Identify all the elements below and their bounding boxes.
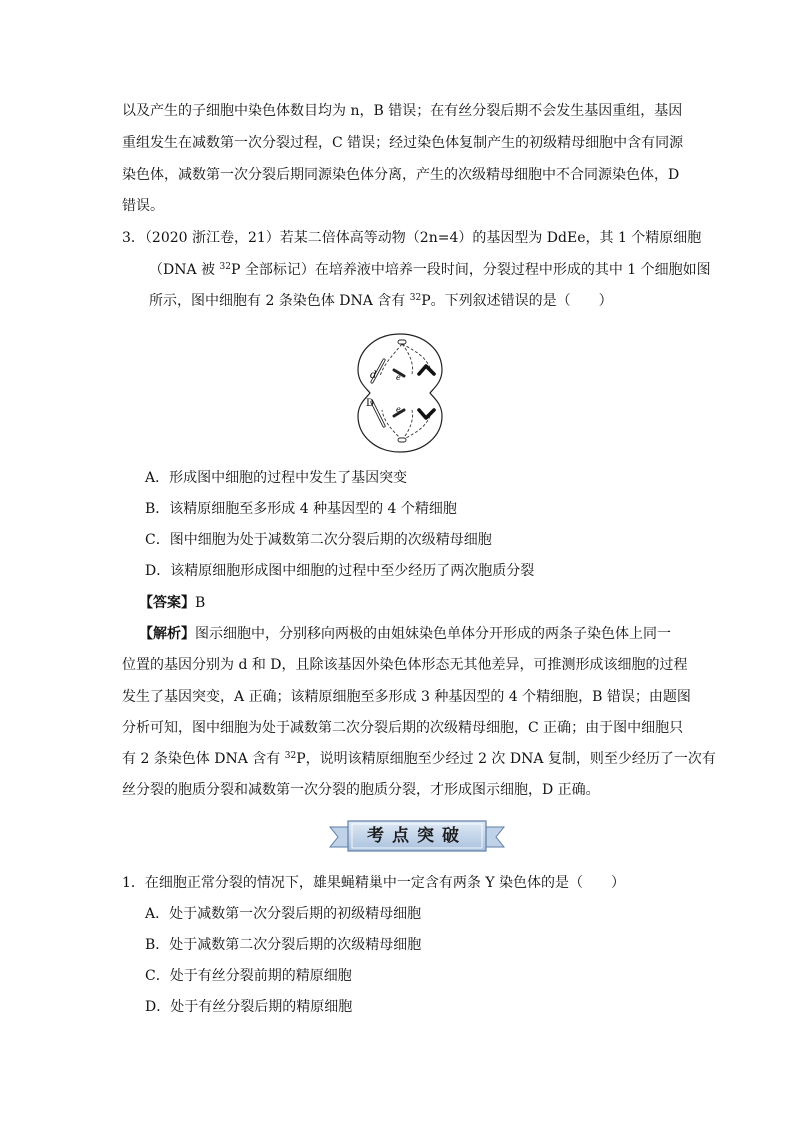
analysis-line: 【解析】图示细胞中，分别移向两极的由姐妹染色单体分开形成的两条子染色体上同一 [139, 626, 671, 642]
analysis-tag: 【解析】 [139, 626, 195, 642]
analysis-line: 分析可知，图中细胞为处于减数第二次分裂后期的次级精母细胞，C 正确；由于图中细胞只 [122, 720, 684, 736]
option-c: C．图中细胞为处于减数第二次分裂后期的次级精母细胞 [145, 532, 492, 548]
analysis-line: 位置的基因分别为 d 和 D，且除该基因外染色体形态无其他差异，可推测形成该细胞的过程 [122, 657, 688, 673]
analysis-line: 有 2 条染色体 DNA 含有 $^{32}$P，说明该精原细胞至少经过 2 次 DNA 复制，则至少经历了一次有 [122, 751, 716, 767]
chromosome-v-upper [419, 366, 434, 374]
question-3-stem: 3．（2020 浙江卷，21）若某二倍体高等动物（2n=4）的基因型为 DdEe，其 1 个精原细胞 [122, 230, 702, 246]
answer-tag: 【答案】 [139, 595, 195, 611]
analysis-line: 错误。 [122, 198, 164, 214]
practice-question-1: 1．在细胞正常分裂的情况下，雄果蝇精巢中一定含有两条 Y 染色体的是（ ） [122, 875, 626, 891]
centriole [398, 438, 406, 442]
option-d: D．处于有丝分裂后期的精原细胞 [145, 999, 353, 1015]
answer-value: B [195, 595, 206, 611]
analysis-line: 以及产生的子细胞中染色体数目均为 n，B 错误；在有丝分裂后期不会发生基因重组，基因 [122, 103, 683, 119]
centriole [398, 340, 406, 344]
analysis-line: 重组发生在减数第一次分裂过程，C 错误；经过染色体复制产生的初级精母细胞中含有同源 [122, 135, 684, 151]
question-3-stem: （DNA 被 $^{32}$P 全部标记）在培养液中培养一段时间，分裂过程中形成的其中 1 个细胞如图 [149, 262, 711, 278]
gene-label-d: d [370, 370, 377, 381]
cell-membrane [358, 334, 442, 452]
option-c: C．处于有丝分裂前期的精原细胞 [145, 968, 352, 984]
spindle-fiber [402, 344, 413, 374]
option-b: B．该精原细胞至多形成 4 种基因型的 4 个精细胞 [145, 501, 457, 517]
option-a: A．处于减数第一次分裂后期的初级精母细胞 [145, 906, 422, 922]
analysis-line: 发生了基因突变，A 正确；该精原细胞至多形成 3 种基因型的 4 个精细胞，B 错误；由题图 [122, 689, 691, 705]
cell-division-figure [354, 330, 446, 456]
analysis-line: 染色体，减数第一次分裂后期同源染色体分离，产生的次级精母细胞中不合同源染色体，D [122, 167, 680, 183]
option-a: A．形成图中细胞的过程中发生了基因突变 [145, 470, 408, 486]
analysis-line: 丝分裂的胞质分裂和减数第一次分裂的胞质分裂，才形成图示细胞，D 正确。 [122, 782, 600, 798]
answer-line [139, 593, 205, 613]
chromosome-v-lower [419, 410, 434, 418]
spindle-fiber [402, 410, 413, 440]
gene-label-D: D [366, 398, 375, 409]
option-d: D．该精原细胞形成图中细胞的过程中至少经历了两次胞质分裂 [145, 563, 535, 579]
question-3-stem: 所示，图中细胞有 2 条染色体 DNA 含有 $^{32}$P。下列叙述错误的是（ ） [149, 293, 613, 309]
section-title: 考点突破 [367, 826, 467, 846]
gene-label-e: e [396, 373, 401, 382]
gene-label-e: e [396, 405, 401, 414]
option-b: B．处于减数第二次分裂后期的次级精母细胞 [145, 937, 422, 953]
